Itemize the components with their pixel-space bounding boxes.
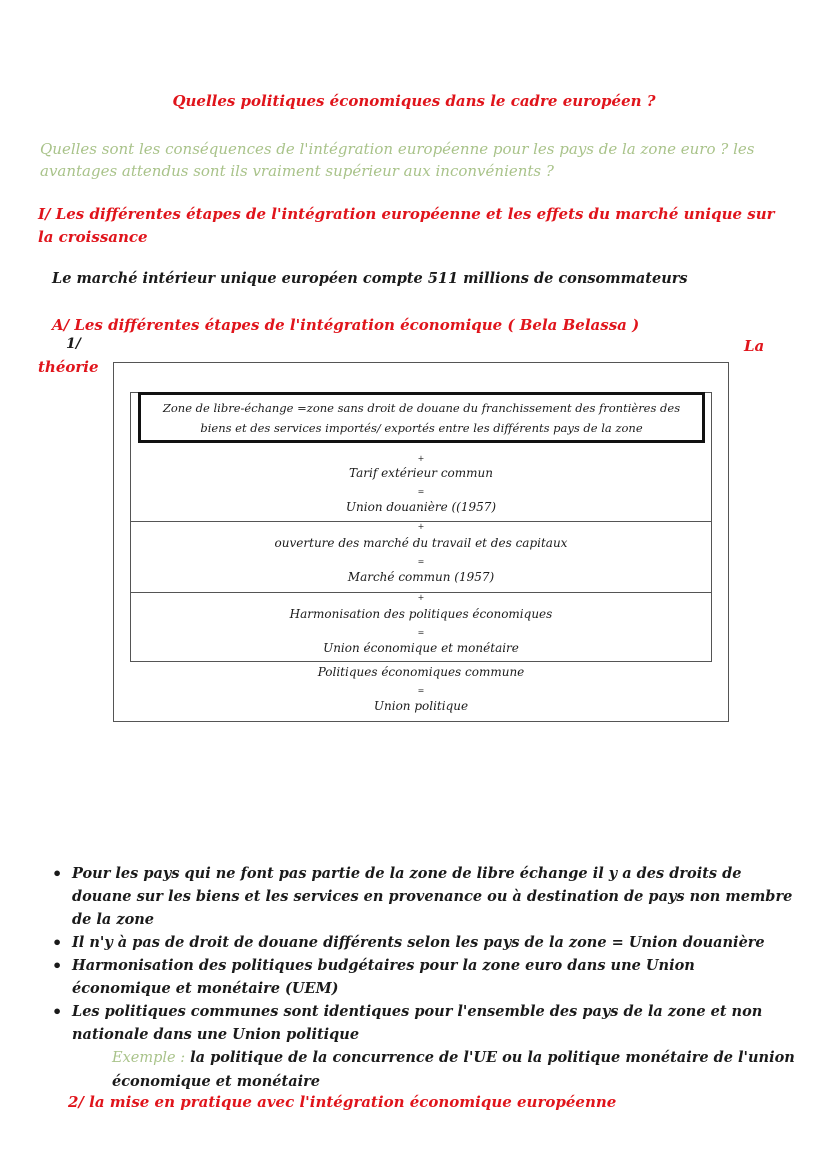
free-trade-text: Zone de libre-échange =zone sans droit de douane du franchissement des frontières des biens et des services importés/ exportés entre les différents pays de la zone — [162, 400, 681, 435]
list-item — [48, 954, 798, 1000]
example-block — [72, 1046, 798, 1093]
common-market-label: Marché commun (1957) — [347, 570, 495, 584]
common-policies-label: Politiques économiques commune — [317, 665, 525, 679]
bullet-marker: • — [52, 933, 63, 952]
uem-label: Union économique et monétaire — [323, 641, 519, 655]
part-2-heading: 2/ la mise en pratique avec l'intégration économique européenne — [68, 1093, 617, 1111]
list-item — [48, 862, 798, 931]
tariff-label: Tarif extérieur commun — [349, 466, 493, 480]
bullet-text: Les politiques communes sont identiques pour l'ensemble des pays de la zone et non nationale dans une Union politique — [72, 1003, 763, 1043]
free-trade-box — [138, 392, 705, 443]
political-union-label: Union politique — [373, 699, 469, 713]
harmonisation-label: Harmonisation des politiques économiques — [289, 607, 553, 621]
plus-sign: + — [417, 593, 425, 602]
opening-label: ouverture des marché du travail et des capitaux — [274, 536, 568, 550]
problem-question: Quelles sont les conséquences de l'intégration européenne pour les pays de la zone euro ? les avantages attendus sont ils vraiment supérieur aux inconvénients ? — [40, 140, 755, 180]
bullet-text: Il n'y à pas de droit de douane différents selon les pays de la zone = Union douanière — [72, 934, 765, 951]
page-title: Quelles politiques économiques dans le cadre européen ? — [172, 92, 656, 110]
bullet-marker: • — [52, 864, 63, 883]
list-item — [48, 1000, 798, 1093]
bullet-list — [48, 862, 798, 1093]
bullet-text: Pour les pays qui ne font pas partie de la zone de libre échange il y a des droits de douane sur les biens et les services en provenance ou à destination de pays non membre de la zone — [72, 865, 793, 928]
plus-sign: + — [417, 522, 425, 531]
intro-sentence: Le marché intérieur unique européen compte 511 millions de consommateurs — [52, 270, 688, 287]
part-1-heading: I/ Les différentes étapes de l'intégration européenne et les effets du marché unique sur la croissance — [38, 205, 775, 246]
plus-sign: + — [417, 454, 425, 463]
equals-sign: = — [417, 557, 425, 566]
bullet-text: Harmonisation des politiques budgétaires pour la zone euro dans une Union économique et monétaire (UEM) — [72, 957, 695, 997]
example-text: la politique de la concurrence de l'UE ou la politique monétaire de l'union économique et monétaire — [112, 1049, 795, 1090]
list-item — [48, 931, 798, 954]
subsection-title-start: La — [744, 337, 765, 355]
subsection-title-end: théorie — [38, 358, 99, 376]
bullet-marker: • — [52, 956, 63, 975]
section-a-heading: A/ Les différentes étapes de l'intégration économique ( Bela Belassa ) — [52, 316, 640, 334]
equals-sign: = — [417, 487, 425, 496]
example-label: Exemple : — [112, 1050, 186, 1066]
equals-sign: = — [417, 686, 425, 695]
customs-union-label: Union douanière ((1957) — [345, 500, 497, 514]
subsection-number: 1/ — [66, 336, 81, 352]
equals-sign: = — [417, 628, 425, 637]
bullet-marker: • — [52, 1002, 63, 1021]
